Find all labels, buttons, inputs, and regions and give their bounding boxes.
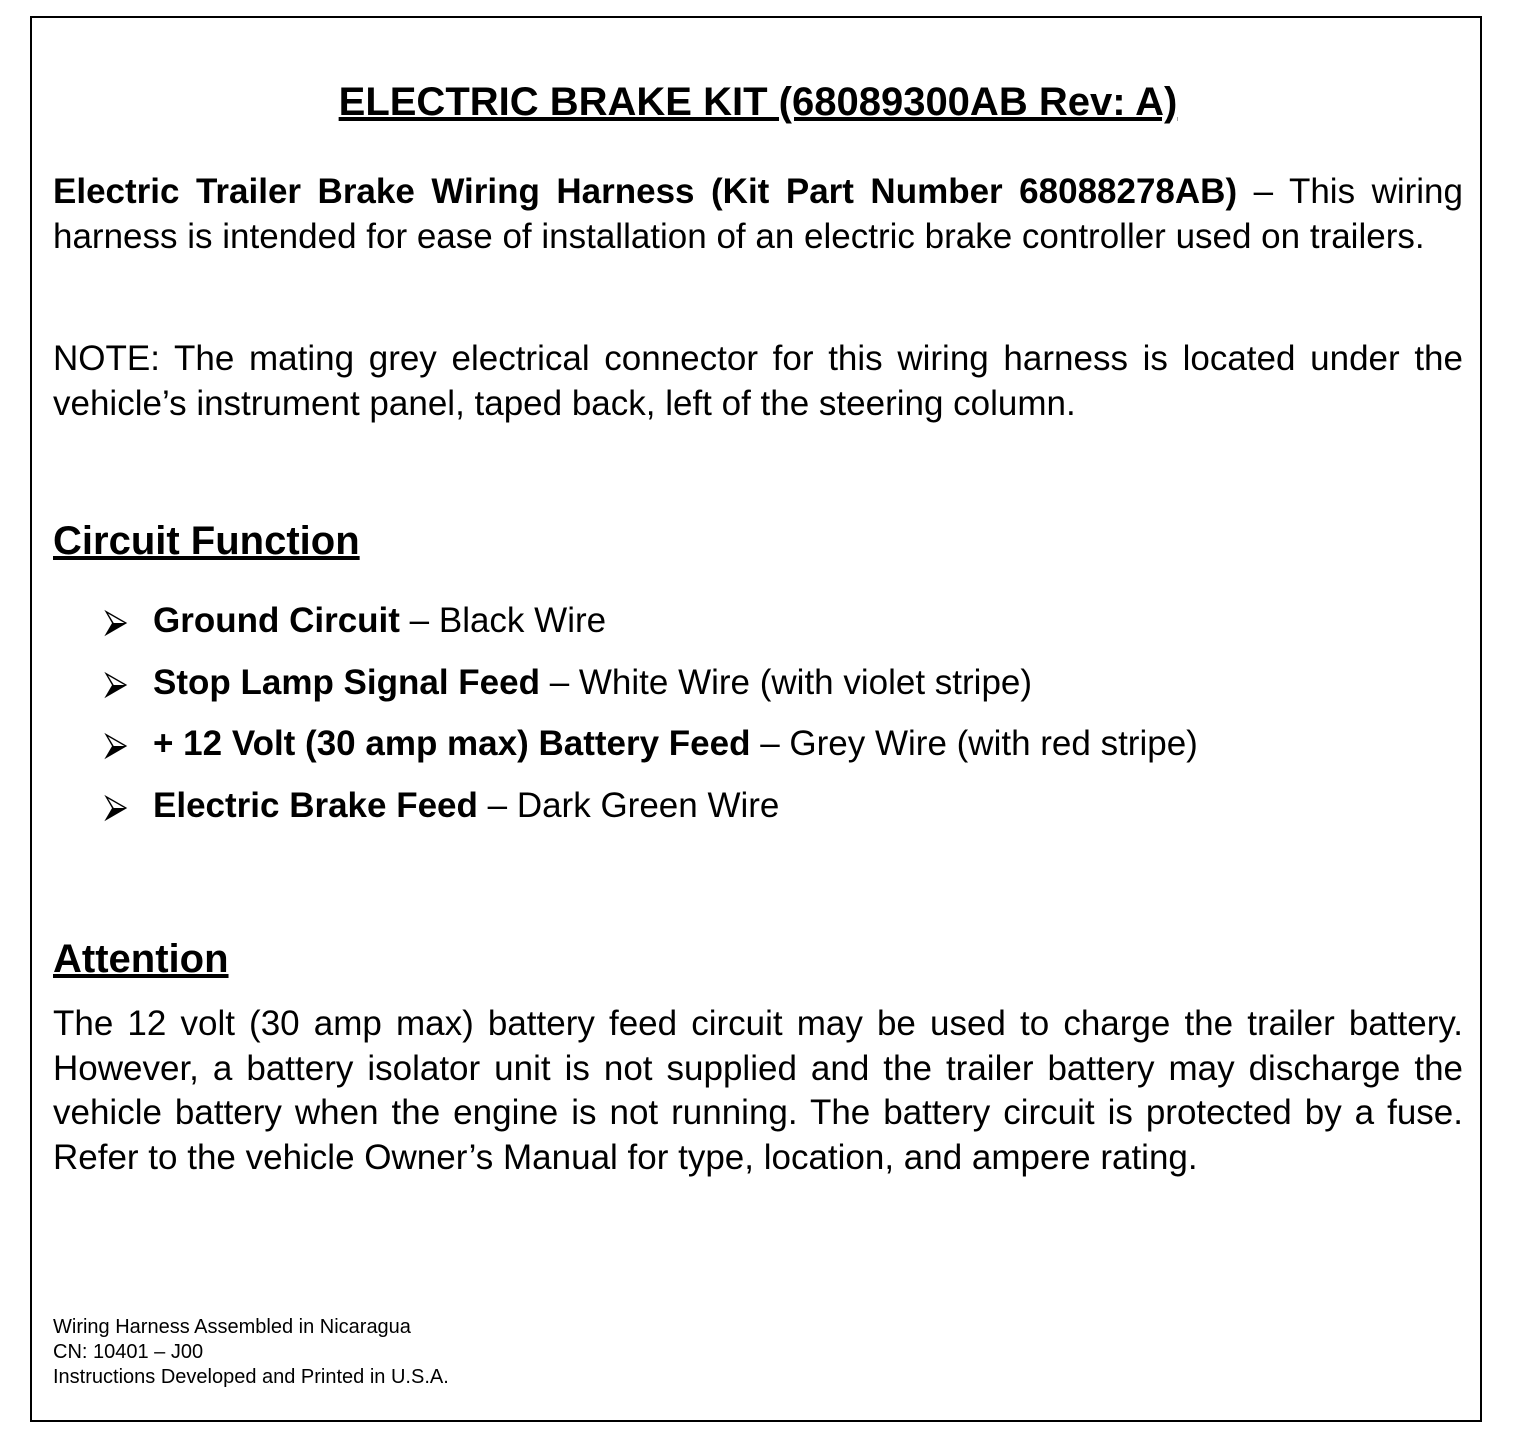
footer-assembly-line: Wiring Harness Assembled in Nicaragua [53,1316,411,1338]
attention-heading: Attention [53,937,229,981]
circuit-label: Stop Lamp Signal Feed [153,662,540,702]
circuit-label: Electric Brake Feed [153,785,478,825]
list-item [53,777,1463,839]
intro-paragraph [53,170,1463,259]
attention-paragraph: The 12 volt (30 amp max) battery feed circuit may be used to charge the trailer battery. However, a battery isolator unit is not supplied and the trailer battery may discharge the vehicle battery when the engine is not running. The battery circuit is protected by a fuse. Refer to the vehicle Owner’s Manual for type, location, and ampere rating. [53,1004,1463,1177]
arrow-bullet-icon: ⮚ [104,786,128,824]
list-item [53,654,1463,716]
circuit-desc: – White Wire (with violet stripe) [539,662,1033,702]
arrow-bullet-icon: ⮚ [104,725,128,762]
circuit-label: Ground Circuit [153,601,400,640]
arrow-bullet-icon: ⮚ [104,602,128,639]
intro-text: – This wiring harness is intended for ease of installation of an electric brake controller used on trailers. [53,172,1463,256]
list-item [53,715,1463,777]
arrow-bullet-icon: ⮚ [104,663,128,701]
footer-cn-line: CN: 10401 – J00 [53,1341,204,1363]
footer-printed-line: Instructions Developed and Printed in U.S.A. [53,1366,449,1388]
circuit-desc: – Black Wire [399,601,607,640]
circuit-desc: – Dark Green Wire [477,785,780,825]
circuit-label: + 12 Volt (30 amp max) Battery Feed [153,724,751,763]
list-item [53,592,1463,654]
circuit-function-heading: Circuit Function [53,519,360,563]
circuit-desc: – Grey Wire (with red stripe) [750,724,1198,763]
intro-bold-lead: Electric Trailer Brake Wiring Harness (Kit Part Number 68088278AB) [53,172,1238,211]
document-title: ELECTRIC BRAKE KIT (68089300AB Rev: A) [338,80,1178,124]
footer [53,1315,449,1390]
circuit-list [53,592,1463,838]
note-paragraph: NOTE: The mating grey electrical connector for this wiring harness is located under the vehicle’s instrument panel, taped back, left of the steering column. [53,339,1463,423]
